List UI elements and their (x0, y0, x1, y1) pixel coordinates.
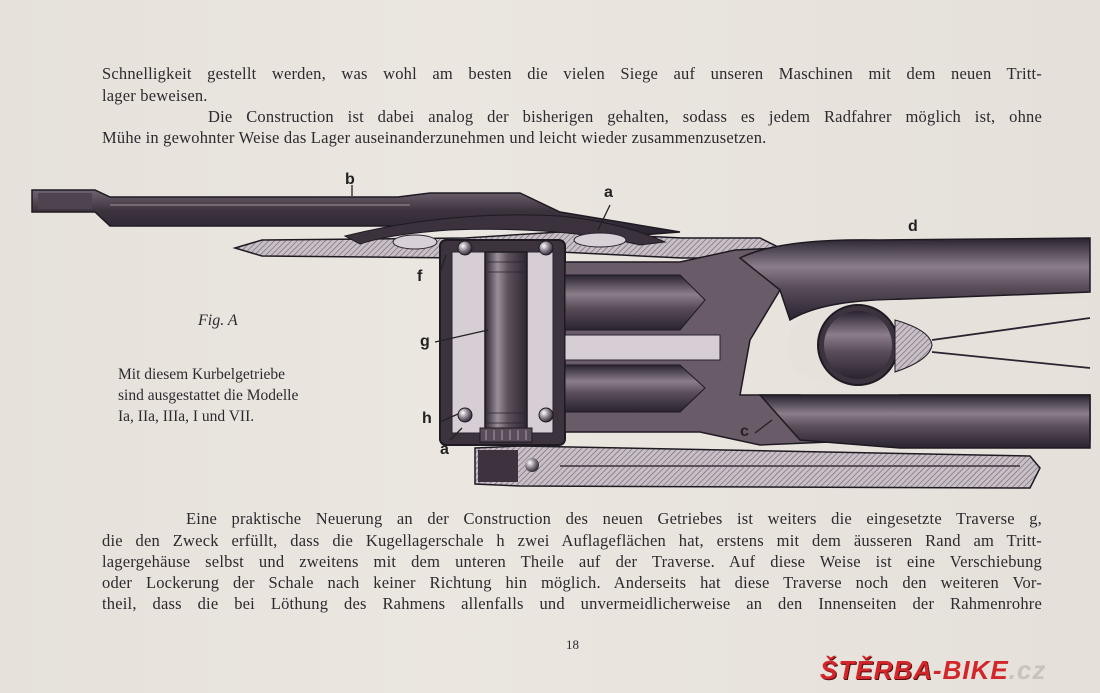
figure-caption-line-1: Mit diesem Kurbelgetriebe (118, 366, 286, 383)
watermark-logo (820, 655, 1046, 686)
figure-caption-line-3: Ia, IIa, IIIa, I und VII. (118, 408, 255, 425)
figure-caption-line-2: sind ausgestattet die Modelle (118, 387, 299, 404)
label-a: a (604, 184, 613, 201)
label-h: h (422, 410, 432, 427)
label-a-lower: a (440, 441, 449, 458)
figure-title: Fig. A (198, 312, 238, 329)
paragraph-3-line-1: Eine praktische Neuerung an der Construction des neuen Getriebes ist weiters die eingesetzte Traverse g, (186, 509, 1042, 528)
watermark-part-3: .cz (1008, 655, 1047, 685)
watermark-part-2: -BIKE (932, 655, 1009, 685)
paragraph-3-line-5: theil, dass die bei Löthung des Rahmens allenfalls und unvermeidlicherweise an den Innenseiten der Rahmenrohre (102, 594, 1042, 613)
label-d: d (908, 218, 918, 235)
label-f: f (417, 268, 423, 285)
label-b: b (345, 171, 355, 188)
paragraph-3-line-4: oder Lockerung der Schale nach keiner Richtung hin möglich. Anderseits hat diese Traverse noch den weiteren Vor- (102, 573, 1042, 592)
label-g: g (420, 333, 430, 350)
page-number: 18 (566, 637, 579, 652)
paragraph-3-line-2: die den Zweck erfüllt, dass die Kugellagerschale h zwei Auflageflächen hat, erstens mit dem äusseren Rand am Tritt- (102, 531, 1042, 550)
paragraph-1-line-2: lager beweisen. (102, 86, 208, 105)
paragraph-2-line-1: Die Construction ist dabei analog der bisherigen gehalten, sodass es jedem Radfahrer möglich ist, ohne (208, 107, 1042, 126)
paragraph-2-line-2: Mühe in gewohnter Weise das Lager auseinanderzunehmen und leicht wieder zusammenzusetzen. (102, 128, 767, 147)
watermark-part-1: ŠTĚRBA (820, 655, 933, 685)
paragraph-1-line-1: Schnelligkeit gestellt werden, was wohl am besten die vielen Siege auf unseren Maschinen mit dem neuen Tritt- (102, 64, 1042, 83)
paragraph-3-line-3: lagergehäuse selbst und zweitens mit dem unteren Theile auf der Traverse. Auf diese Weise ist eine Verschiebung (102, 552, 1042, 571)
label-c: c (740, 423, 749, 440)
